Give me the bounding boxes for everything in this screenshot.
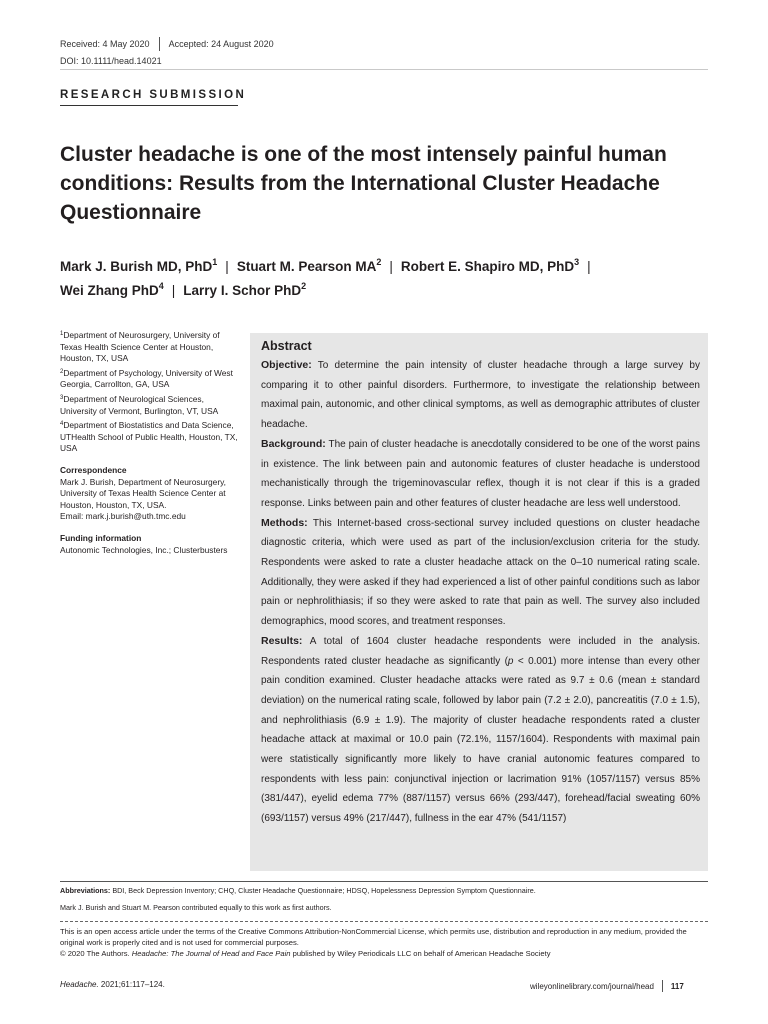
contribution-note: Mark J. Burish and Stuart M. Pearson contributed equally to this work as first authors. [60, 903, 332, 912]
author-list [60, 255, 720, 303]
correspondence-heading: Correspondence [60, 464, 127, 475]
page-number: 117 [670, 981, 684, 991]
license-note: This is an open access article under the terms of the Creative Commons Attribution-NonCommercial License, which permits use, distribution and reproduction in any medium, provided the original work is properly cited and is not used for commercial purposes. © 2020 The Authors. Headache: The Journal of Head and Face Pain published by Wiley Periodicals LLC on behalf of American Headache Society [60, 927, 687, 958]
abbreviations-note: Abbreviations: BDI, Beck Depression Inventory; CHQ, Cluster Headache Questionnaire; HDSQ, Hopelessness Depression Symptom Questionnaire. [60, 886, 536, 895]
abstract-heading: Abstract [261, 339, 312, 353]
abstract-objective: Objective: To determine the pain intensity of cluster headache through a large survey by comparing it to other painful disorders. Furthermore, to investigate the relationship between maximal pain, autonomic, and other clinical symptoms, as well as demographic attributes of cluster headache. [261, 359, 700, 431]
funding-text: Autonomic Technologies, Inc.; Clusterbusters [60, 544, 228, 555]
author-name[interactable]: Stuart M. Pearson $MA^2$ [236, 257, 382, 274]
abstract-methods: Methods: This Internet-based cross-sectional survey included questions on cluster headache diagnostic criteria, which were used as part of the inclusion/exclusion criteria for the study. Respondents were asked to rate a cluster headache attack on the 0–10 numerical rating scale. Additionally, they were asked if they had experienced a list of other painful conditions such as labor pain or nephrolithiasis; if so they were asked to rate that pain as well. The survey also included demographics, mood scores, and treatment responses. [261, 516, 700, 628]
page-footer [530, 980, 684, 992]
journal-url[interactable]: wileyonlinelibrary.com/journal/head [530, 981, 654, 991]
footnote-rule [60, 881, 708, 882]
received-date: Received: 4 May 2020 [60, 39, 150, 49]
affiliation: $^1$Department of Neurosurgery, University of Texas Health Science Center at Houston, Houston, TX, USA [60, 330, 220, 364]
article-info-column [60, 330, 238, 556]
doi[interactable]: DOI: 10.1111/head.14021 [60, 56, 162, 66]
submission-dates [60, 37, 274, 51]
license-divider [60, 921, 708, 922]
author-name[interactable]: Larry I. Schor PhD$^2$ [183, 281, 307, 298]
correspondence-email[interactable]: Email: mark.j.burish@uth.tmc.edu [60, 511, 186, 522]
article-title: Cluster headache is one of the most intensely painful human conditions: Results from the International Cluster Headache Questionnaire [60, 143, 667, 224]
citation-footer: Headache. 2021;61:117–124. [60, 980, 165, 989]
divider [662, 980, 663, 992]
funding-heading: Funding information [60, 532, 142, 543]
section-underline [60, 105, 238, 106]
affiliation: $^2$Department of Psychology, University of West Georgia, Carrollton, GA, USA [60, 367, 233, 390]
abstract-results: Results: A total of 1604 cluster headache respondents were included in the analysis. Respondents rated cluster headache as significantly (p < 0.001) more intense than every other pain condition examined. Cluster headache attacks were rated as 9.7 ± 0.6 (mean ± standard deviation) on the numerical rating scale, followed by labor pain (7.2 ± 2.0), pancreatitis (7.0 ± 1.5), and nephrolithiasis (6.9 ± 1.9). The majority of cluster headache respondents rated a cluster headache attack at maximal or 10.0 pain (72.1%, 1157/1604). Respondents with maximal pain were statistically significantly more likely to have cranial autonomic features compared to respondents with less pain: conjunctival injection or lacrimation 91% (1057/1157) versus 85% (381/447), eyelid edema 77% (887/1157) versus 66% (293/447), forehead/facial sweating 60% (693/1157) versus 49% (217/447), fullness in the ear 47% (541/1157) [261, 634, 701, 825]
author-name[interactable]: Wei Zhang PhD$^4$ [60, 281, 164, 298]
abstract-background: Background: The pain of cluster headache is anecdotally considered to be one of the worst pains in existence. The link between pain and autonomic features of cluster headache is understood mechanistically through the trigeminovascular reflex, though it is not clear if this is a graded response. Links between pain and other features of cluster headache are less well understood. [261, 437, 700, 509]
author-separator: | [171, 283, 176, 298]
divider [159, 37, 160, 51]
abstract-box [250, 333, 708, 871]
author-separator: | [587, 259, 591, 274]
author-name[interactable]: Mark J. Burish MD, PhD$^1$ [60, 257, 218, 274]
author-name[interactable]: Robert E. Shapiro MD, PhD$^3$ [400, 257, 580, 274]
header-rule [60, 69, 708, 70]
author-separator: | [225, 259, 229, 274]
affiliation: $^4$Department of Biostatistics and Data Science, UTHealth School of Public Health, Houston, TX, USA [60, 420, 238, 454]
correspondence-text: Mark J. Burish, Department of Neurosurgery, University of Texas Health Science Center at Houston, Houston, TX, USA. [60, 476, 227, 510]
affiliation: $^3$Department of Neurological Sciences, University of Vermont, Burlington, VT, USA [60, 393, 219, 416]
accepted-date: Accepted: 24 August 2020 [168, 39, 274, 49]
author-separator: | [389, 259, 393, 274]
section-label: RESEARCH SUBMISSION [60, 89, 247, 101]
